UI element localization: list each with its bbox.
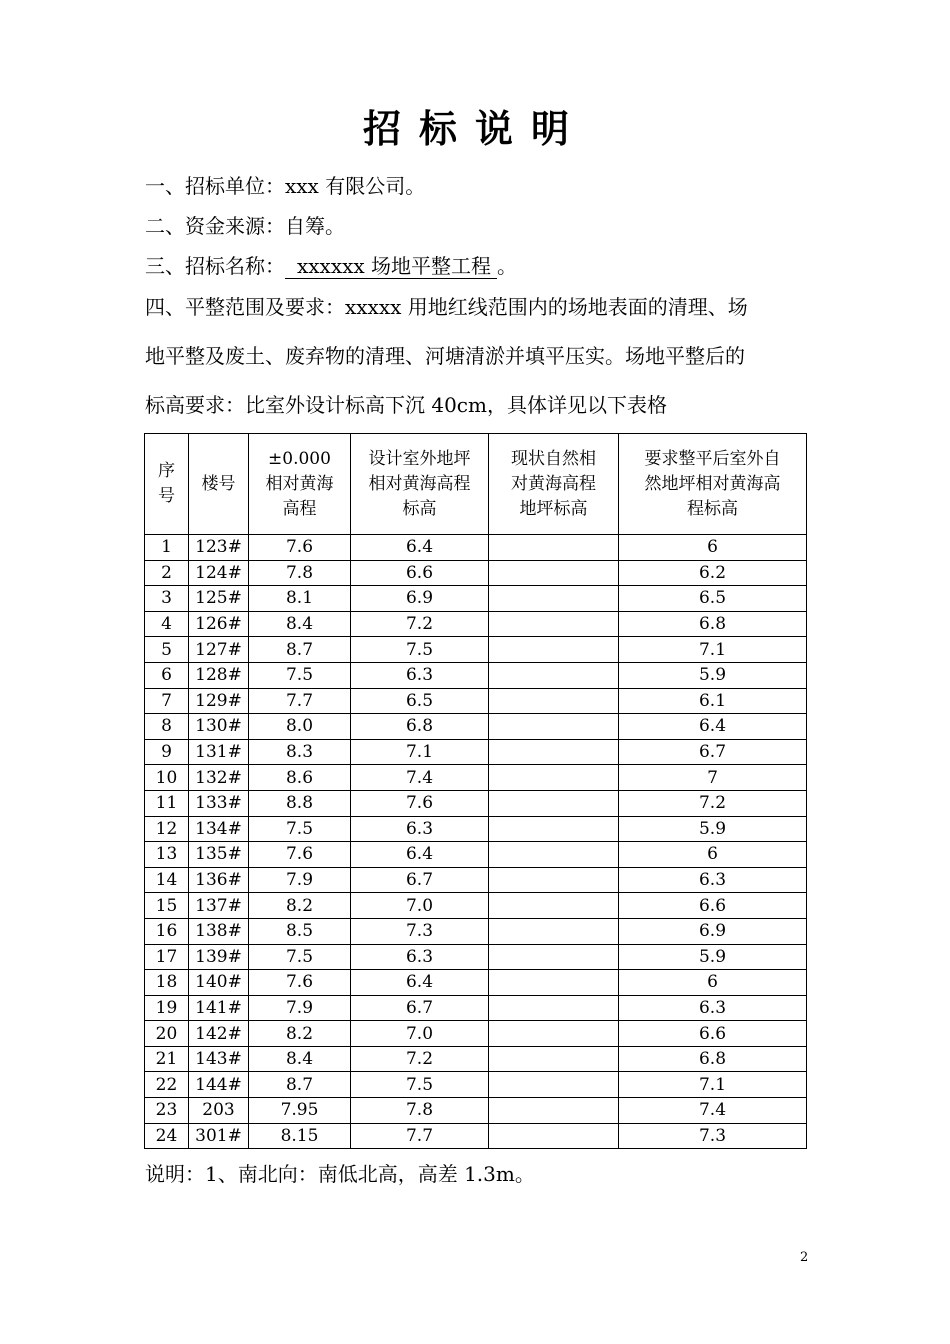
cell-zero-elevation: 7.6 (249, 535, 351, 561)
cell-zero-elevation: 8.15 (249, 1123, 351, 1149)
cell-current-elevation (489, 867, 619, 893)
project-name-label: 三、招标名称： (145, 254, 285, 278)
section-funding: 二、资金来源：自筹。 (145, 214, 345, 238)
cell-zero-elevation: 7.95 (249, 1098, 351, 1124)
cell-required-elevation: 7 (619, 765, 807, 791)
cell-building: 132# (189, 765, 249, 791)
cell-zero-elevation: 7.9 (249, 995, 351, 1021)
cell-seq: 1 (145, 535, 189, 561)
cell-seq: 10 (145, 765, 189, 791)
table-row (145, 535, 807, 561)
cell-current-elevation (489, 1098, 619, 1124)
cell-seq: 7 (145, 688, 189, 714)
cell-required-elevation: 6.6 (619, 893, 807, 919)
cell-current-elevation (489, 944, 619, 970)
cell-seq: 21 (145, 1046, 189, 1072)
cell-current-elevation (489, 970, 619, 996)
cell-seq: 4 (145, 611, 189, 637)
cell-zero-elevation: 7.9 (249, 867, 351, 893)
table-row (145, 790, 807, 816)
cell-design-elevation: 6.4 (351, 970, 489, 996)
cell-building: 130# (189, 714, 249, 740)
cell-seq: 19 (145, 995, 189, 1021)
table-row (145, 1021, 807, 1047)
cell-seq: 9 (145, 739, 189, 765)
cell-required-elevation: 6.6 (619, 1021, 807, 1047)
cell-current-elevation (489, 637, 619, 663)
cell-required-elevation: 6.7 (619, 739, 807, 765)
cell-design-elevation: 6.3 (351, 944, 489, 970)
cell-design-elevation: 7.0 (351, 893, 489, 919)
table-row (145, 637, 807, 663)
cell-design-elevation: 7.5 (351, 1072, 489, 1098)
cell-current-elevation (489, 560, 619, 586)
cell-seq: 12 (145, 816, 189, 842)
section-bidder: 一、招标单位：xxx 有限公司。 (145, 174, 426, 198)
cell-required-elevation: 5.9 (619, 816, 807, 842)
cell-seq: 13 (145, 842, 189, 868)
cell-zero-elevation: 8.5 (249, 918, 351, 944)
cell-building: 142# (189, 1021, 249, 1047)
cell-current-elevation (489, 1021, 619, 1047)
table-row (145, 560, 807, 586)
cell-required-elevation: 6 (619, 970, 807, 996)
header-design-elevation: 设计室外地坪 相对黄海高程 标高 (351, 434, 489, 535)
cell-required-elevation: 6.1 (619, 688, 807, 714)
cell-design-elevation: 7.4 (351, 765, 489, 791)
cell-required-elevation: 7.2 (619, 790, 807, 816)
cell-building: 203 (189, 1098, 249, 1124)
cell-seq: 20 (145, 1021, 189, 1047)
cell-building: 128# (189, 662, 249, 688)
cell-current-elevation (489, 765, 619, 791)
cell-design-elevation: 7.2 (351, 1046, 489, 1072)
header-zero-elevation: ±0.000 相对黄海 高程 (249, 434, 351, 535)
cell-current-elevation (489, 842, 619, 868)
page-number: 2 (800, 1250, 809, 1265)
cell-design-elevation: 6.7 (351, 867, 489, 893)
cell-required-elevation: 6.2 (619, 560, 807, 586)
project-name-suffix: 。 (497, 254, 518, 278)
cell-building: 134# (189, 816, 249, 842)
cell-required-elevation: 6 (619, 535, 807, 561)
cell-seq: 17 (145, 944, 189, 970)
cell-required-elevation: 6.3 (619, 995, 807, 1021)
cell-current-elevation (489, 586, 619, 612)
table-row (145, 688, 807, 714)
cell-required-elevation: 5.9 (619, 944, 807, 970)
cell-current-elevation (489, 995, 619, 1021)
cell-current-elevation (489, 1072, 619, 1098)
cell-current-elevation (489, 714, 619, 740)
cell-seq: 16 (145, 918, 189, 944)
cell-building: 125# (189, 586, 249, 612)
table-row (145, 1046, 807, 1072)
cell-building: 137# (189, 893, 249, 919)
table-row (145, 842, 807, 868)
cell-current-elevation (489, 611, 619, 637)
cell-required-elevation: 6.8 (619, 611, 807, 637)
cell-seq: 2 (145, 560, 189, 586)
cell-design-elevation: 7.5 (351, 637, 489, 663)
table-row (145, 867, 807, 893)
cell-required-elevation: 6.3 (619, 867, 807, 893)
project-name-value: xxxxxx 场地平整工程 (285, 254, 497, 279)
table-row (145, 918, 807, 944)
cell-seq: 3 (145, 586, 189, 612)
cell-seq: 23 (145, 1098, 189, 1124)
cell-current-elevation (489, 1046, 619, 1072)
cell-building: 126# (189, 611, 249, 637)
table-row (145, 970, 807, 996)
cell-seq: 14 (145, 867, 189, 893)
cell-current-elevation (489, 662, 619, 688)
cell-design-elevation: 7.3 (351, 918, 489, 944)
cell-zero-elevation: 7.5 (249, 816, 351, 842)
table-row (145, 944, 807, 970)
cell-required-elevation: 7.1 (619, 1072, 807, 1098)
table-row (145, 816, 807, 842)
table-row (145, 611, 807, 637)
cell-design-elevation: 6.7 (351, 995, 489, 1021)
cell-design-elevation: 7.2 (351, 611, 489, 637)
cell-zero-elevation: 8.8 (249, 790, 351, 816)
cell-current-elevation (489, 535, 619, 561)
cell-required-elevation: 6 (619, 842, 807, 868)
cell-zero-elevation: 7.5 (249, 662, 351, 688)
cell-zero-elevation: 7.6 (249, 842, 351, 868)
table-header-row (145, 434, 807, 535)
cell-building: 123# (189, 535, 249, 561)
cell-building: 133# (189, 790, 249, 816)
cell-required-elevation: 6.8 (619, 1046, 807, 1072)
cell-zero-elevation: 8.7 (249, 637, 351, 663)
header-current-elevation: 现状自然相 对黄海高程 地坪标高 (489, 434, 619, 535)
cell-design-elevation: 6.3 (351, 662, 489, 688)
cell-zero-elevation: 8.4 (249, 611, 351, 637)
cell-current-elevation (489, 893, 619, 919)
table-row (145, 739, 807, 765)
table-row (145, 1123, 807, 1149)
cell-design-elevation: 7.7 (351, 1123, 489, 1149)
cell-seq: 11 (145, 790, 189, 816)
cell-design-elevation: 6.9 (351, 586, 489, 612)
cell-required-elevation: 6.4 (619, 714, 807, 740)
table-body (145, 535, 807, 1149)
cell-seq: 18 (145, 970, 189, 996)
cell-required-elevation: 6.5 (619, 586, 807, 612)
cell-design-elevation: 7.1 (351, 739, 489, 765)
cell-design-elevation: 7.0 (351, 1021, 489, 1047)
header-required-elevation: 要求整平后室外自 然地坪相对黄海高 程标高 (619, 434, 807, 535)
table-row (145, 662, 807, 688)
section-scope-line-1: 四、平整范围及要求：xxxxx 用地红线范围内的场地表面的清理、场 (145, 295, 748, 319)
cell-zero-elevation: 8.6 (249, 765, 351, 791)
cell-required-elevation: 5.9 (619, 662, 807, 688)
cell-current-elevation (489, 790, 619, 816)
cell-design-elevation: 6.6 (351, 560, 489, 586)
table-row (145, 995, 807, 1021)
cell-design-elevation: 7.6 (351, 790, 489, 816)
cell-zero-elevation: 8.3 (249, 739, 351, 765)
cell-design-elevation: 6.8 (351, 714, 489, 740)
header-building: 楼号 (189, 434, 249, 535)
cell-zero-elevation: 8.7 (249, 1072, 351, 1098)
section-scope-line-2: 地平整及废土、废弃物的清理、河塘清淤并填平压实。场地平整后的 (145, 344, 745, 368)
cell-zero-elevation: 8.1 (249, 586, 351, 612)
cell-building: 143# (189, 1046, 249, 1072)
cell-current-elevation (489, 688, 619, 714)
cell-building: 301# (189, 1123, 249, 1149)
cell-zero-elevation: 7.6 (249, 970, 351, 996)
section-project-name (145, 252, 810, 280)
cell-building: 135# (189, 842, 249, 868)
cell-current-elevation (489, 1123, 619, 1149)
cell-required-elevation: 6.9 (619, 918, 807, 944)
cell-current-elevation (489, 739, 619, 765)
cell-zero-elevation: 8.2 (249, 893, 351, 919)
cell-building: 140# (189, 970, 249, 996)
table-row (145, 586, 807, 612)
cell-seq: 15 (145, 893, 189, 919)
cell-required-elevation: 7.4 (619, 1098, 807, 1124)
section-scope-line-3: 标高要求：比室外设计标高下沉 40cm，具体详见以下表格 (145, 393, 667, 417)
cell-design-elevation: 6.4 (351, 535, 489, 561)
cell-seq: 6 (145, 662, 189, 688)
table-row (145, 1098, 807, 1124)
cell-building: 131# (189, 739, 249, 765)
elevation-table (144, 433, 807, 1149)
cell-seq: 8 (145, 714, 189, 740)
footnote: 说明：1、南北向：南低北高，高差 1.3m。 (145, 1162, 535, 1186)
cell-zero-elevation: 8.4 (249, 1046, 351, 1072)
cell-design-elevation: 6.4 (351, 842, 489, 868)
cell-seq: 5 (145, 637, 189, 663)
cell-building: 138# (189, 918, 249, 944)
cell-zero-elevation: 8.0 (249, 714, 351, 740)
cell-design-elevation: 7.8 (351, 1098, 489, 1124)
table-row (145, 714, 807, 740)
table-row (145, 765, 807, 791)
cell-zero-elevation: 7.5 (249, 944, 351, 970)
cell-building: 136# (189, 867, 249, 893)
cell-zero-elevation: 7.7 (249, 688, 351, 714)
cell-seq: 22 (145, 1072, 189, 1098)
cell-zero-elevation: 7.8 (249, 560, 351, 586)
cell-current-elevation (489, 816, 619, 842)
cell-building: 124# (189, 560, 249, 586)
table-row (145, 1072, 807, 1098)
cell-required-elevation: 7.3 (619, 1123, 807, 1149)
cell-building: 144# (189, 1072, 249, 1098)
cell-building: 141# (189, 995, 249, 1021)
cell-zero-elevation: 8.2 (249, 1021, 351, 1047)
cell-seq: 24 (145, 1123, 189, 1149)
cell-design-elevation: 6.3 (351, 816, 489, 842)
cell-required-elevation: 7.1 (619, 637, 807, 663)
cell-current-elevation (489, 918, 619, 944)
cell-building: 129# (189, 688, 249, 714)
header-seq: 序 号 (145, 434, 189, 535)
cell-building: 139# (189, 944, 249, 970)
cell-building: 127# (189, 637, 249, 663)
table-row (145, 893, 807, 919)
cell-design-elevation: 6.5 (351, 688, 489, 714)
page-title: 招标说明 (362, 106, 587, 151)
